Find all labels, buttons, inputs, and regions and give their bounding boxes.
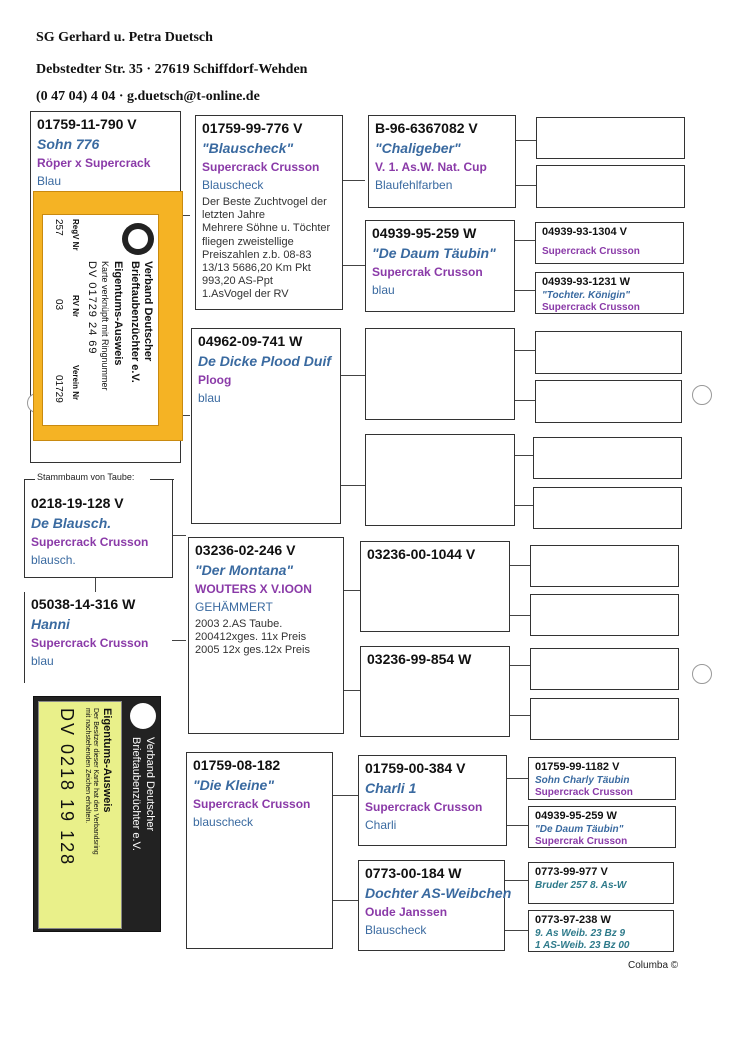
- ring-number: 0218-19-128 V: [31, 495, 124, 511]
- connector: [344, 690, 360, 691]
- connector: [343, 180, 365, 181]
- ring-number: 03236-99-854 W: [367, 651, 472, 667]
- pigeon-color: Blaufehlfarben: [375, 178, 453, 192]
- pigeon-strain: Supercrack Crusson: [542, 302, 640, 313]
- pigeon-strain: Supercrack Crusson: [31, 535, 149, 549]
- card-content: [43, 215, 158, 425]
- pigeon-name: "Die Kleine": [193, 777, 274, 793]
- pigeon-color: blauscheck: [193, 815, 254, 829]
- empty-ancestor-box: [536, 117, 685, 159]
- card-value-regv: 257: [53, 219, 64, 236]
- connector: [95, 578, 96, 592]
- pigeon-logo-icon: [122, 223, 154, 255]
- father-box: [195, 115, 343, 310]
- connector: [515, 350, 535, 351]
- connector: [507, 778, 528, 779]
- pigeon-strain: WOUTERS X V.IOON: [195, 582, 312, 596]
- ring-number: 01759-00-384 V: [365, 760, 466, 776]
- card-org-line1: Verband Deutscher: [144, 737, 156, 832]
- connector: [343, 265, 365, 266]
- card-inner: [42, 214, 159, 426]
- card-code: DV 01729 24 69: [86, 261, 98, 355]
- connector: [172, 640, 186, 641]
- pigeon-note: 9. As Weib. 23 Bz 9: [535, 928, 626, 939]
- empty-ancestor-box: [535, 380, 682, 423]
- pigeon-name: Bruder 257 8. As-W: [535, 880, 627, 891]
- great-grandparent-box: [188, 537, 344, 734]
- pigeon-strain: Supercrack Crusson: [535, 787, 633, 798]
- great-grandparent-box: [186, 752, 333, 949]
- ring-number: 04962-09-741 W: [198, 333, 303, 349]
- pigeon-color: blausch.: [31, 553, 76, 567]
- card-side: [122, 697, 162, 933]
- connector: [515, 505, 535, 506]
- pigeon-name: Dochter AS-Weibchen: [365, 885, 512, 901]
- pigeon-color: Blauscheck: [202, 178, 264, 192]
- card-org-line2: Brieftaubenzüchter e.V.: [129, 261, 141, 383]
- ancestor-box: [358, 755, 507, 846]
- connector: [505, 930, 528, 931]
- breeder-name: SG Gerhard u. Petra Duetsch: [36, 30, 213, 45]
- card-title: Eigentums-Ausweis: [101, 708, 113, 813]
- card-org-line2: Brieftaubenzüchter e.V.: [130, 737, 142, 851]
- punch-hole: [692, 664, 712, 684]
- paternal-grandfather-box: [368, 115, 516, 208]
- pigeon-color: GEHÄMMERT: [195, 600, 273, 614]
- note-line: 1.AsVogel der RV: [202, 288, 289, 301]
- ancestor-box: [360, 541, 510, 632]
- connector: [516, 140, 536, 141]
- pigeon-strain: Supercrack Crusson: [193, 797, 311, 811]
- ring-number: 01759-99-1182 V: [535, 761, 620, 773]
- empty-ancestor-box: [530, 648, 679, 690]
- ancestor-box: [535, 272, 684, 314]
- pigeon-strain: Supercrak Crusson: [535, 836, 628, 847]
- pigeon-strain: Supercrack Crusson: [31, 636, 149, 650]
- ring-number: 05038-14-316 W: [31, 596, 136, 612]
- empty-ancestor-box: [535, 331, 682, 374]
- pigeon-name: Sohn 776: [37, 136, 100, 152]
- card-subtitle: mit nachstehenden Zeichen erhalten.: [84, 708, 91, 824]
- note-line: fliegen zweistellige: [202, 235, 294, 248]
- connector: [341, 375, 365, 376]
- ring-number: 0773-99-977 V: [535, 866, 608, 878]
- connector: [510, 565, 530, 566]
- pigeon-notes: [189, 618, 343, 658]
- card-code: DV 0218 19 128: [57, 708, 77, 867]
- pigeon-notes: [196, 196, 342, 302]
- note-line: 993,20 AS-Ppt: [202, 275, 273, 288]
- breeder-contact: (0 47 04) 4 04 · g.duetsch@t-online.de: [36, 89, 260, 104]
- note-line: 13/13 5686,20 Km Pkt: [202, 261, 311, 274]
- ancestor-box: [360, 646, 510, 737]
- card-subtitle: Karte verknüpft mit Ringnummer: [100, 261, 110, 391]
- connector: [505, 880, 528, 881]
- connector: [515, 290, 535, 291]
- ring-number: 04939-93-1231 W: [542, 276, 631, 288]
- card-side-text: [122, 697, 162, 933]
- pigeon-logo-icon: [130, 703, 156, 729]
- pigeon-name: "De Daum Täubin": [535, 824, 624, 835]
- mother-box: [191, 328, 341, 524]
- ownership-card-green: [33, 696, 161, 932]
- pigeon-note: 1 AS-Weib. 23 Bz 00: [535, 940, 630, 951]
- ring-number: 01759-99-776 V: [202, 120, 303, 136]
- pigeon-strain: Röper x Supercrack: [37, 156, 151, 170]
- pigeon-color: blau: [198, 391, 221, 405]
- connector: [341, 485, 365, 486]
- ring-number: 04939-95-259 W: [372, 225, 477, 241]
- card-header-rv: RV Nr: [71, 295, 80, 318]
- card-content: [39, 702, 121, 928]
- ring-number: 01759-08-182: [193, 757, 281, 773]
- card-header-verein: Verein Nr: [71, 365, 80, 401]
- stammbaum-label: Stammbaum von Taube:: [37, 472, 135, 482]
- note-line: Preiszahlen z.b. 08-83: [202, 248, 312, 261]
- ancestor-box: [528, 910, 674, 952]
- pigeon-name: "Der Montana": [195, 562, 294, 578]
- note-line: 200412xges. 11x Preis: [195, 631, 307, 644]
- pigeon-name: "Tochter. Königin": [542, 290, 630, 301]
- connector: [507, 825, 528, 826]
- connector: [344, 590, 360, 591]
- ancestor-box: [528, 757, 676, 800]
- pigeon-strain: Ploog: [198, 373, 232, 387]
- pigeon-name: "Chaligeber": [375, 140, 461, 156]
- connector: [510, 615, 530, 616]
- ancestor-box: [528, 862, 674, 904]
- card-header-regv: RegV Nr: [71, 219, 80, 251]
- ring-number: 03236-00-1044 V: [367, 546, 476, 562]
- pigeon-color: Charli: [365, 818, 397, 832]
- card-title: Eigentums-Ausweis: [112, 261, 124, 366]
- ring-number: B-96-6367082 V: [375, 120, 478, 136]
- card-value-verein: 01729: [53, 375, 64, 403]
- pigeon-strain: Oude Janssen: [365, 905, 448, 919]
- pigeon-name: De Dicke Plood Duif: [198, 353, 332, 369]
- sibling1-box: [24, 472, 173, 578]
- card-value-rv: 03: [53, 299, 64, 311]
- ownership-card-yellow: [33, 191, 183, 441]
- pigeon-name: Hanni: [31, 616, 70, 632]
- pigeon-color: blau: [31, 654, 54, 668]
- breeder-address: Debstedter Str. 35 · 27619 Schiffdorf-Wehden: [36, 62, 308, 77]
- pigeon-color: Blau: [37, 174, 62, 188]
- connector: [333, 795, 358, 796]
- empty-ancestor-box: [530, 698, 679, 740]
- pigeon-strain: V. 1. As.W. Nat. Cup: [375, 160, 487, 174]
- empty-ancestor-box: [530, 594, 679, 636]
- ring-number: 0773-97-238 W: [535, 914, 611, 926]
- ancestor-box: [535, 222, 684, 264]
- sibling2-box: [24, 592, 172, 683]
- ring-number: 03236-02-246 V: [195, 542, 296, 558]
- ring-number: 04939-93-1304 V: [542, 226, 628, 238]
- connector: [172, 535, 186, 536]
- ring-number: 01759-11-790 V: [37, 116, 137, 132]
- footer-copyright: Columba ©: [628, 960, 679, 971]
- empty-ancestor-box: [533, 437, 682, 479]
- connector: [333, 900, 358, 901]
- empty-ancestor-box: [536, 165, 685, 208]
- card-org-line1: Verband Deutscher: [142, 261, 154, 362]
- ancestor-box: [358, 860, 512, 951]
- pigeon-name: Sohn Charly Täubin: [535, 775, 630, 786]
- paternal-grandmother-box: [365, 220, 515, 312]
- connector: [510, 665, 530, 666]
- frame-top: [150, 479, 174, 480]
- pigeon-strain: Supercrack Crusson: [202, 160, 320, 174]
- ancestor-box: [528, 806, 676, 848]
- frame-top: [25, 479, 35, 480]
- ring-number: 0773-00-184 W: [365, 865, 462, 881]
- pigeon-name: De Blausch.: [31, 515, 112, 531]
- card-subtitle: Der Besitzer dieser Karte hat den Verbandsring: [92, 708, 99, 855]
- connector: [515, 400, 535, 401]
- empty-ancestor-box: [365, 434, 515, 526]
- note-line: Mehrere Söhne u. Töchter: [202, 222, 331, 235]
- pigeon-color: blau: [372, 283, 395, 297]
- pigeon-name: Charli 1: [365, 780, 417, 796]
- connector: [515, 240, 535, 241]
- connector: [515, 455, 535, 456]
- card-inner: [38, 701, 122, 929]
- pigeon-strain: Supercrak Crusson: [372, 265, 483, 279]
- empty-ancestor-box: [365, 328, 515, 420]
- pigeon-name: "De Daum Täubin": [372, 245, 496, 261]
- ring-number: 04939-95-259 W: [535, 810, 617, 822]
- empty-ancestor-box: [533, 487, 682, 529]
- pigeon-strain: Supercrack Crusson: [542, 246, 640, 257]
- empty-ancestor-box: [530, 545, 679, 587]
- note-line: 2003 2.AS Taube.: [195, 618, 283, 630]
- note-line: Der Beste Zuchtvogel der: [202, 196, 327, 208]
- note-line: 2005 12x ges.12x Preis: [195, 644, 310, 657]
- connector: [510, 715, 530, 716]
- punch-hole: [692, 385, 712, 405]
- pigeon-name: "Blauscheck": [202, 140, 294, 156]
- pigeon-strain: Supercrack Crusson: [365, 800, 483, 814]
- connector: [516, 185, 536, 186]
- note-line: letzten Jahre: [202, 209, 265, 222]
- pigeon-color: Blauscheck: [365, 923, 427, 937]
